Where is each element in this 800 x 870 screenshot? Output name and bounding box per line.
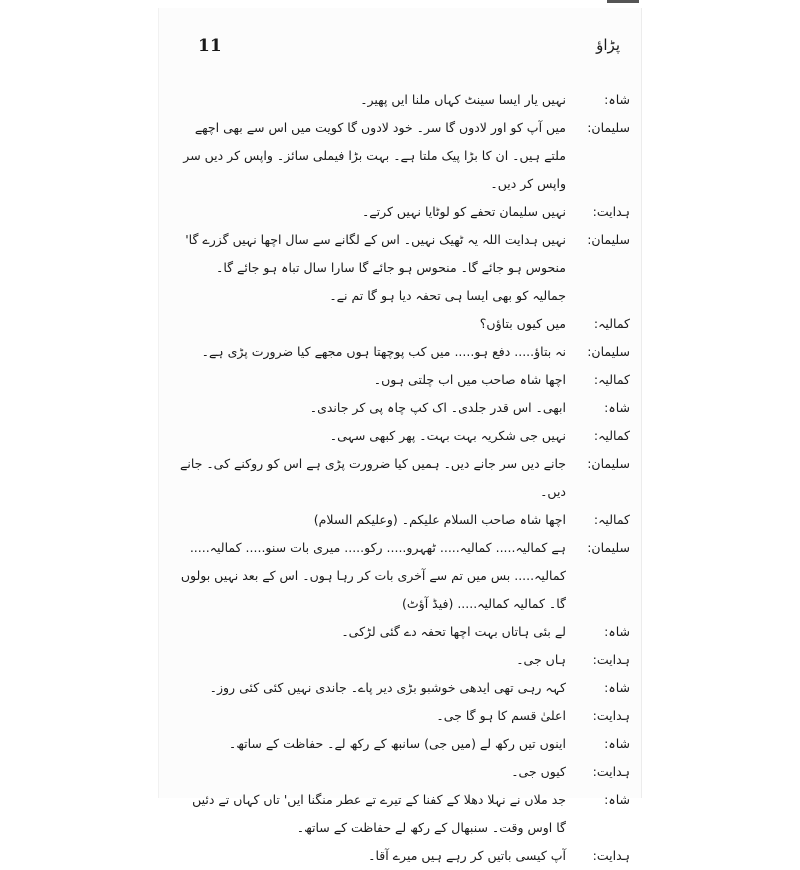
dialogue-line: [180, 114, 630, 198]
speaker-name: کمالیہ:: [593, 512, 630, 527]
speech-text: نہیں ہدایت اللہ یہ ٹھیک نہیں۔ اس کے لگانے سے سال اچھا نہیں گزرے گا' منحوس ہو جائے گا۔ منحوس ہو جائے گا سارا سال تباہ ہو جائے گا۔ جمالیہ کو بھی ایسا ہی تحفہ دیا ہو گا تم نے۔: [185, 232, 566, 303]
speaker-name: شاہ:: [604, 680, 630, 695]
dialogue-script: [180, 86, 630, 870]
page-number: 11: [198, 36, 222, 56]
speaker-name: ہدایت:: [592, 848, 630, 863]
speech-text: ہاں جی۔: [516, 652, 566, 667]
dialogue-line: [180, 618, 630, 646]
running-title: پڑاؤ: [596, 36, 620, 54]
speaker-name: ہدایت:: [592, 708, 630, 723]
speech-text: کہہ رہی تھی ایدھی خوشبو بڑی دیر پاے۔ جاندی نہیں کئی کئی روز۔: [209, 680, 566, 695]
speech-text: کیوں جی۔: [511, 764, 566, 779]
dialogue-line: [180, 422, 630, 450]
speaker-name: سلیمان:: [587, 540, 630, 555]
dialogue-line: [180, 674, 630, 702]
dialogue-line: [180, 310, 630, 338]
speaker-name: سلیمان:: [587, 232, 630, 247]
speaker-name: شاہ:: [604, 792, 630, 807]
dialogue-line: [180, 702, 630, 730]
speech-text: نہیں جی شکریہ بہت بہت۔ پھر کبھی سہی۔: [329, 428, 566, 443]
speaker-name: کمالیہ:: [593, 316, 630, 331]
speech-text: لے بئی ہاتاں بہت اچھا تحفہ دے گئی لڑکی۔: [341, 624, 566, 639]
dialogue-line: [180, 730, 630, 758]
speaker-name: شاہ:: [604, 736, 630, 751]
dialogue-line: [180, 506, 630, 534]
scan-edge-mark: [607, 0, 639, 3]
speech-text: نہ بتاؤ..... دفع ہو..... میں کب پوچھتا ہوں مجھے کیا ضرورت پڑی ہے۔: [201, 344, 566, 359]
speech-text: اینوں تیں رکھ لے (میں جی) سانبھ کے رکھ لے۔ حفاظت کے ساتھ۔: [228, 736, 566, 751]
dialogue-line: [180, 450, 630, 506]
dialogue-line: [180, 338, 630, 366]
speaker-name: کمالیہ:: [593, 428, 630, 443]
speaker-name: سلیمان:: [587, 456, 630, 471]
page-header: [158, 36, 640, 62]
speaker-name: شاہ:: [604, 624, 630, 639]
speaker-name: سلیمان:: [587, 344, 630, 359]
speaker-name: ہدایت:: [592, 204, 630, 219]
dialogue-line: [180, 646, 630, 674]
speaker-name: ہدایت:: [592, 652, 630, 667]
dialogue-line: [180, 842, 630, 870]
speech-text: اعلیٰ قسم کا ہو گا جی۔: [436, 708, 566, 723]
speaker-name: شاہ:: [604, 400, 630, 415]
speech-text: اچھا شاہ صاحب میں اب چلتی ہوں۔: [373, 372, 566, 387]
speech-text: ہے کمالیہ..... کمالیہ..... ٹھہرو..... رکو..... میری بات سنو..... کمالیہ..... کمالیہ..... بس میں تم سے آخری بات کر رہا ہوں۔ اس کے بعد نہیں بولوں گا۔ کمالیہ کمالیہ..... (فیڈ آؤٹ): [180, 540, 566, 611]
dialogue-line: [180, 86, 630, 114]
dialogue-line: [180, 786, 630, 842]
speech-text: جانے دیں سر جانے دیں۔ ہمیں کیا ضرورت پڑی ہے اس کو روکنے کی۔ جانے دیں۔: [180, 456, 566, 499]
speaker-name: سلیمان:: [587, 120, 630, 135]
dialogue-line: [180, 758, 630, 786]
speaker-name: کمالیہ:: [593, 372, 630, 387]
speech-text: جد ملاں نے نہلا دھلا کے کفنا کے تیرے تے عطر منگنا ایں' تاں کہاں تے دئیں گا اوس وقت۔ سنبھال کے رکھ لے حفاظت کے ساتھ۔: [192, 792, 566, 835]
dialogue-line: [180, 366, 630, 394]
speech-text: اچھا شاہ صاحب السلام علیکم۔ (وعلیکم السلام): [313, 512, 566, 527]
speech-text: نہیں یار ایسا سینٹ کہاں ملنا ایں پھیر۔: [360, 92, 566, 107]
speaker-name: ہدایت:: [592, 764, 630, 779]
speech-text: ابھی۔ اس قدر جلدی۔ اک کپ چاہ پی کر جاندی۔: [309, 400, 566, 415]
speech-text: میں آپ کو اور لادوں گا سر۔ خود لادوں گا کویت میں اس سے بھی اچھے ملتے ہیں۔ ان کا بڑا پیک ملتا ہے۔ بہت بڑا فیملی سائز۔ واپس کر دیں سر واپس کر دیں۔: [183, 120, 566, 191]
dialogue-line: [180, 198, 630, 226]
speaker-name: شاہ:: [604, 92, 630, 107]
speech-text: نہیں سلیمان تحفے کو لوٹایا نہیں کرتے۔: [361, 204, 566, 219]
speech-text: آپ کیسی باتیں کر رہے ہیں میرے آقا۔: [368, 848, 566, 863]
dialogue-line: [180, 394, 630, 422]
dialogue-line: [180, 534, 630, 618]
speech-text: میں کیوں بتاؤں؟: [479, 316, 566, 331]
dialogue-line: [180, 226, 630, 310]
